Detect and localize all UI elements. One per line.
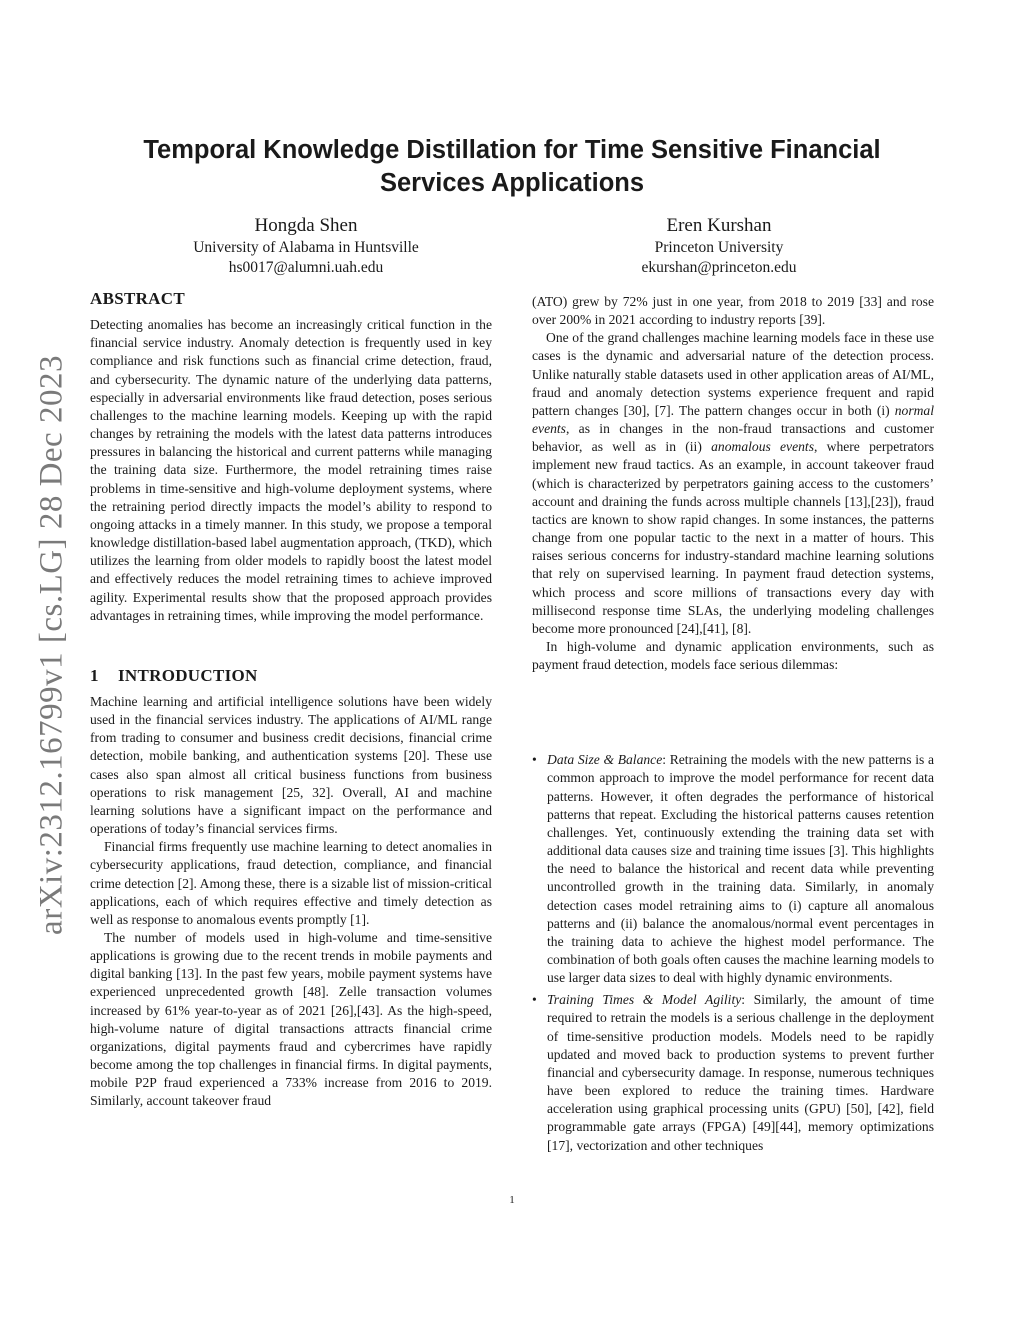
text-run: , as in changes in the non-fraud transactions and customer behavior, as well as in (ii) <box>532 421 934 455</box>
list-item <box>532 751 934 987</box>
intro-paragraph-4 <box>532 329 934 638</box>
list-item-term: Data Size & Balance <box>547 752 663 768</box>
author-name: Eren Kurshan <box>666 215 772 236</box>
list-item-text: : Retraining the models with the new patterns is a common approach to improve the model performance for recent data patterns. However, it often degrades the performance of historical patterns that repeat. Excluding the historical patterns causes retention challenges. Yet, continuously extending the training data set with additional data causes size and training time issues [3]. This highlights the need to balance the historical and recent data while preventing uncontrolled growth in the training data. Similarly, in anomaly detection cases model retraining aims to (i) capture all anomalous patterns and (ii) balance the anomalous/normal event percentages in the training data to achieve the highest model performance. The combination of both goals often causes the machine learning models to use larger data sizes to deal with highly dynamic environments. <box>547 752 934 986</box>
author-name: Hongda Shen <box>254 215 358 236</box>
section-title: INTRODUCTION <box>118 665 258 685</box>
abstract-text: Detecting anomalies has become an increasingly critical function in the financial service industry. Anomaly detection is frequently used in key compliance and risk functions such as financial crime detection, fraud, and cybersecurity. The dynamic nature of the underlying data patterns, especially in adversarial environments like fraud detection, poses serious challenges to the machine learning models. Keeping up with the rapid changes by retraining the models with the latest data patterns introduces pressures in balancing the historical and current patterns while managing the training data size. Furthermore, the model retraining times raise problems in time-sensitive and high-volume deployment systems, where the retraining period directly impacts the model’s ability to respond to ongoing attacks in a timely manner. In this study, we propose a temporal knowledge distillation-based label augmentation approach, (TKD), which utilizes the learning from older models to rapidly boost the latest model and effectively reduces the model retraining times to achieve improved agility. Experimental results show that the proposed approach provides advantages in retraining times, while improving the model performance. <box>90 317 492 623</box>
section-number: 1 <box>90 665 99 685</box>
bullet-icon: • <box>532 752 537 768</box>
page-number: 1 <box>509 1194 515 1206</box>
emphasis-normal-events: normal events <box>532 402 934 437</box>
abstract-heading: ABSTRACT <box>90 289 185 308</box>
author-affiliation: Princeton University <box>654 239 784 256</box>
list-item-text: : Similarly, the amount of time required to retrain the models is a serious challenge in the deployment of time-sensitive production models. Models need to be rapidly updated and moved back to production systems to prevent further financial and cybersecurity damage. In response, numerous techniques have been explored to reduce the training times. Hardware acceleration using graphical processing units (GPU) [50], [42], field programmable gate arrays (FPGA) [49][44], memory optimizations [17], vectorization and other techniques <box>547 992 935 1153</box>
intro-paragraph-3-continued: (ATO) grew by 72% just in one year, from 2018 to 2019 [33] and rose over 200% in 2021 according to industry reports [39]. <box>532 294 934 328</box>
text-run: One of the grand challenges machine learning models face in these use cases is the dynamic and adversarial nature of the detection process. Unlike naturally stable datasets used in other application areas of AI/ML, fraud and anomaly detection systems experience frequent and rapid pattern changes [30], [7]. The pattern changes occur in both (i) <box>532 330 934 418</box>
author-affiliation: University of Alabama in Huntsville <box>193 239 419 256</box>
right-column <box>532 293 934 1159</box>
dilemma-list <box>532 751 934 1154</box>
arxiv-identifier: arXiv:2312.16799v1 [cs.LG] 28 Dec 2023 <box>33 355 70 935</box>
text-run: , where perpetrators implement new fraud tactics. As an example, in account takeover fraud (which is characterized by perpetrators gaining access to the customers’ account and draining the funds across multiple channels [13],[23]), fraud tactics are known to show rapid changes. In some instances, the patterns change from one popular tactic to the next in a matter of hours. This raises serious concerns for industry-standard machine learning solutions that rely on supervised learning. In payment fraud detection systems, which process and score millions of transactions every day with millisecond response time SLAs, the underlying modeling challenges become more pronounced [24],[41], [8]. <box>532 439 934 636</box>
list-item <box>532 991 934 1154</box>
author-block-2 <box>519 214 919 278</box>
intro-paragraph-2: Financial firms frequently use machine learning to detect anomalies in cybersecurity applications, fraud detection, compliance, and financial crime detection [2]. Among these, there is a sizable list of mission-critical applications, each of which requires effective and timely detection as well as response to anomalous events promptly [1]. <box>90 839 492 927</box>
paper-title: Temporal Knowledge Distillation for Time Sensitive Financial Services Applications <box>143 136 881 197</box>
bullet-icon: • <box>532 992 537 1008</box>
section-heading-introduction <box>90 667 492 685</box>
author-email[interactable]: ekurshan@princeton.edu <box>641 259 797 276</box>
author-block-1 <box>106 214 506 278</box>
intro-paragraph-1: Machine learning and artificial intelligence solutions have been widely used in the financial services industry. The applications of AI/ML range from trading to consumer and business credit decisions, financial crime detection, mobile banking, and authentication systems [20]. These use cases also span almost all critical business functions from business operations to risk management [25, 32]. Overall, AI and machine learning solutions have a significant impact on the performance and operations of today’s financial services firms. <box>90 693 492 837</box>
intro-paragraph-5: In high-volume and dynamic application environments, such as payment fraud detection, models face serious dilemmas: <box>532 638 934 673</box>
author-email[interactable]: hs0017@alumni.uah.edu <box>228 259 384 276</box>
left-column <box>90 290 492 1111</box>
list-item-term: Training Times & Model Agility <box>547 992 742 1008</box>
intro-paragraph-3: The number of models used in high-volume and time-sensitive applications is growing due to the recent trends in mobile payments and digital banking [13]. In the past few years, mobile payment systems have experienced unprecedented growth [48]. Zelle transaction volumes increased by 61% year-to-year as of 2021 [26],[43]. As the high-speed, high-volume nature of digital transactions attracts financial crime organizations, digital payments fraud and cybercrimes have rapidly become among the top challenges in financial firms. In digital payments, mobile P2P fraud experienced a 733% increase from 2016 to 2019. Similarly, account takeover fraud <box>90 930 492 1109</box>
emphasis-anomalous-events: anomalous events <box>711 439 814 455</box>
